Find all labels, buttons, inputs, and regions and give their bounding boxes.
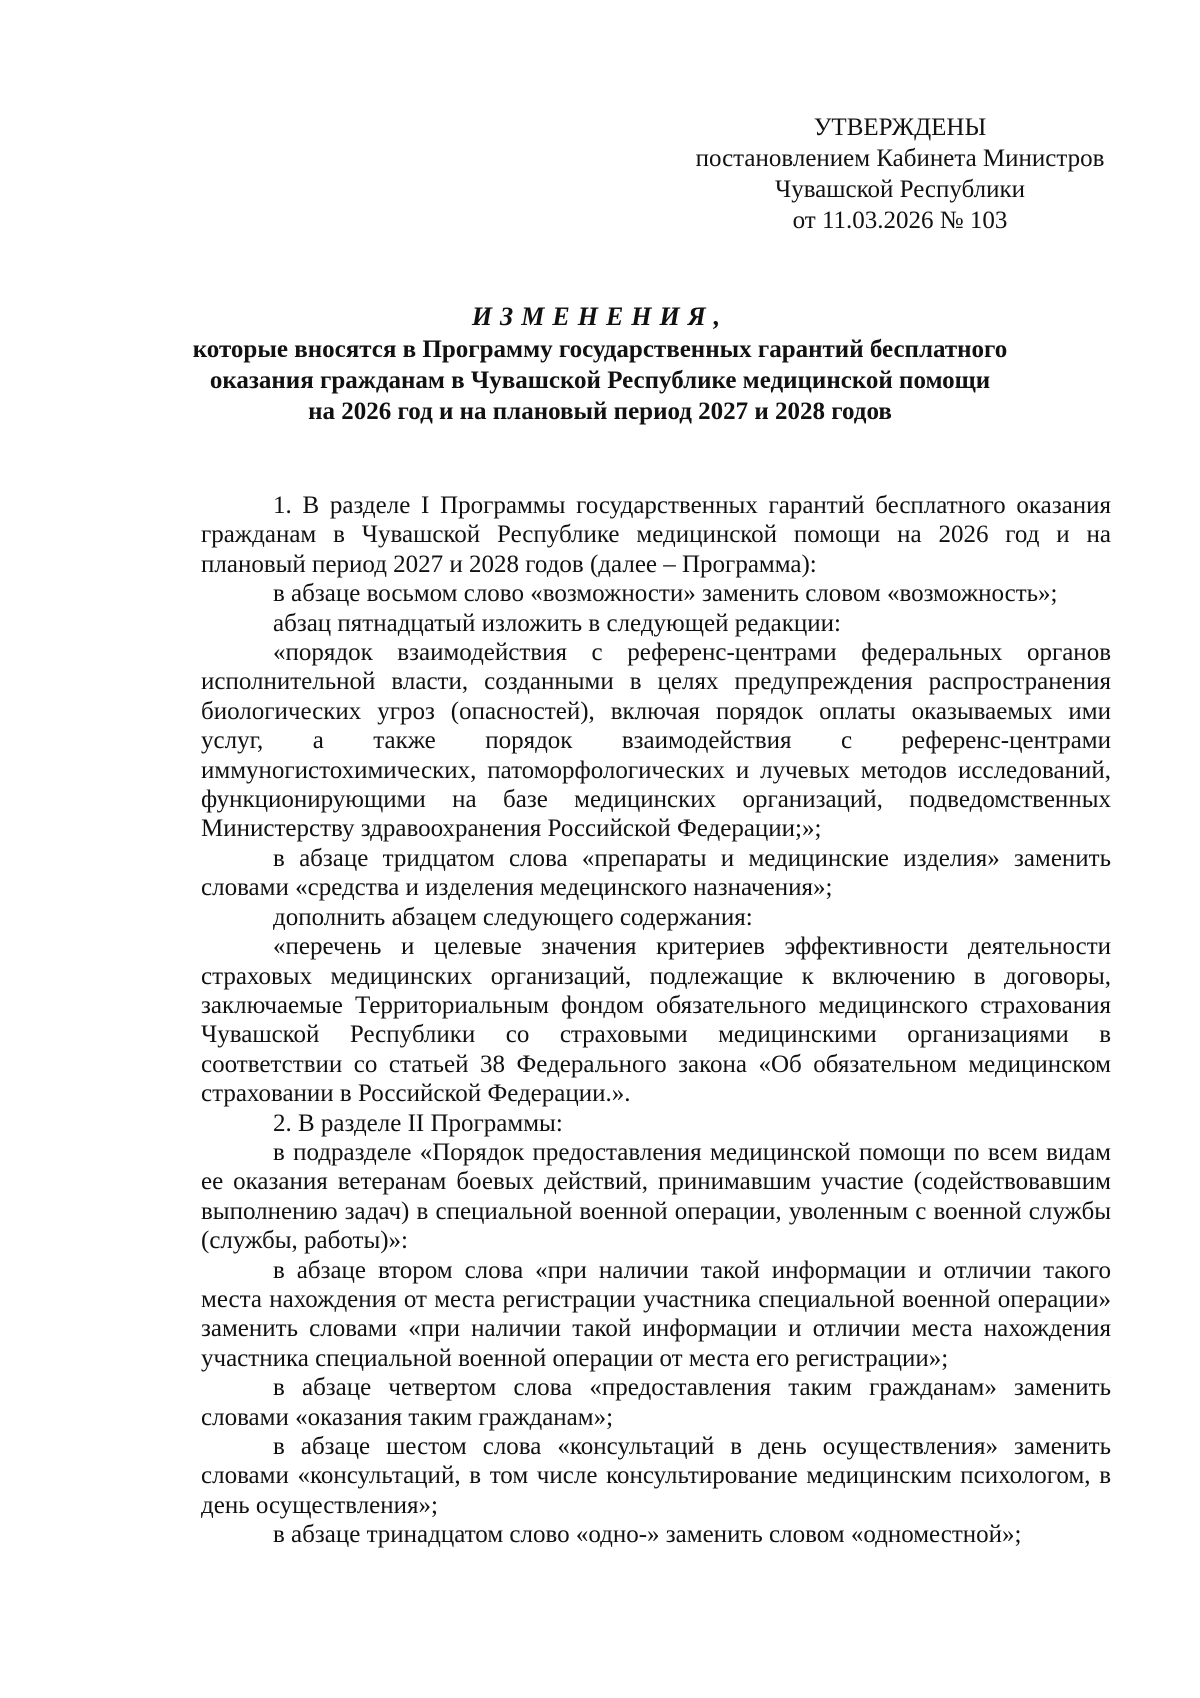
approval-stamp: [680, 112, 1120, 236]
approval-heading: УТВЕРЖДЕНЫ: [813, 114, 987, 141]
paragraph-9: в подразделе «Порядок предоставления медицинской помощи по всем видам ее оказания ветеранам боевых действий, принимавшим участие (содействовавшим выполнению задач) в специальной военной операции, уволенным с военной службы (службы, работы)»:: [201, 1138, 1111, 1255]
paragraph-7: «перечень и целевые значения критериев эффективности деятельности страховых медицинских организаций, подлежащие к включению в договоры, заключаемые Территориальным фондом обязательного медицинского страхования Чувашской Республики со страховыми медицинскими организациями в соответствии со статьей 38 Федерального закона «Об обязательном медицинском страховании в Российской Федерации.».: [201, 933, 1111, 1108]
paragraph-12: в абзаце шестом слова «консультаций в день осуществления» заменить словами «консультаций, в том числе консультирование медицинским психологом, в день осуществления»;: [201, 1433, 1111, 1519]
paragraph-8: 2. В разделе II Программы:: [273, 1109, 563, 1137]
paragraph-13: в абзаце тринадцатом слово «одно-» заменить словом «одноместной»;: [273, 1521, 1022, 1549]
paragraph-10: в абзаце втором слова «при наличии такой информации и отличии такого места нахождения от места регистрации участника специальной военной операции» заменить словами «при наличии такой информации и отличии места нахождения участника специальной военной операции от места его регистрации»;: [201, 1256, 1111, 1372]
document-body: [201, 491, 1111, 1550]
paragraph-5: в абзаце тридцатом слова «препараты и медицинские изделия» заменить словами «средства и изделения медецинского назначения»;: [201, 844, 1111, 902]
paragraph-6: дополнить абзацем следующего содержания:: [273, 903, 753, 931]
approval-republic: Чувашской Республики: [774, 176, 1026, 203]
approval-authority: постановлением Кабинета Министров: [695, 145, 1105, 172]
approval-date-number: от 11.03.2026 № 103: [792, 207, 1008, 234]
document-title: [160, 300, 1040, 427]
paragraph-2: в абзаце восьмом слово «возможности» заменить словом «возможность»;: [273, 580, 1058, 608]
paragraph-4: «порядок взаимодействия с референс-центрами федеральных органов исполнительной власти, созданными в целях предупреждения распространения биологических угроз (опасностей), включая порядок оплаты оказываемых ими услуг, а также порядок взаимодействия с референс-центрами иммуногистохимических, патоморфологических и лучевых методов исследований, функционирующими на базе медицинских организаций, подведомственных Министерству здравоохранения Российской Федерации;»;: [201, 639, 1111, 843]
title-main: ИЗМЕНЕНИЯ,: [471, 302, 729, 331]
paragraph-1: 1. В разделе I Программы государственных гарантий бесплатного оказания гражданам в Чувашской Республике медицинской помощи на 2026 год и на плановый период 2027 и 2028 годов (далее – Программа):: [201, 492, 1111, 578]
paragraph-11: в абзаце четвертом слова «предоставления таким гражданам» заменить словами «оказания таким гражданам»;: [201, 1374, 1111, 1431]
title-subtitle: [160, 334, 1040, 427]
paragraph-3: абзац пятнадцатый изложить в следующей редакции:: [273, 609, 842, 637]
subtitle-line-3: на 2026 год и на плановый период 2027 и 2028 годов: [308, 398, 892, 425]
subtitle-line-2: оказания гражданам в Чувашской Республике медицинской помощи: [209, 367, 991, 394]
subtitle-line-1: которые вносятся в Программу государственных гарантий бесплатного: [192, 336, 1008, 363]
